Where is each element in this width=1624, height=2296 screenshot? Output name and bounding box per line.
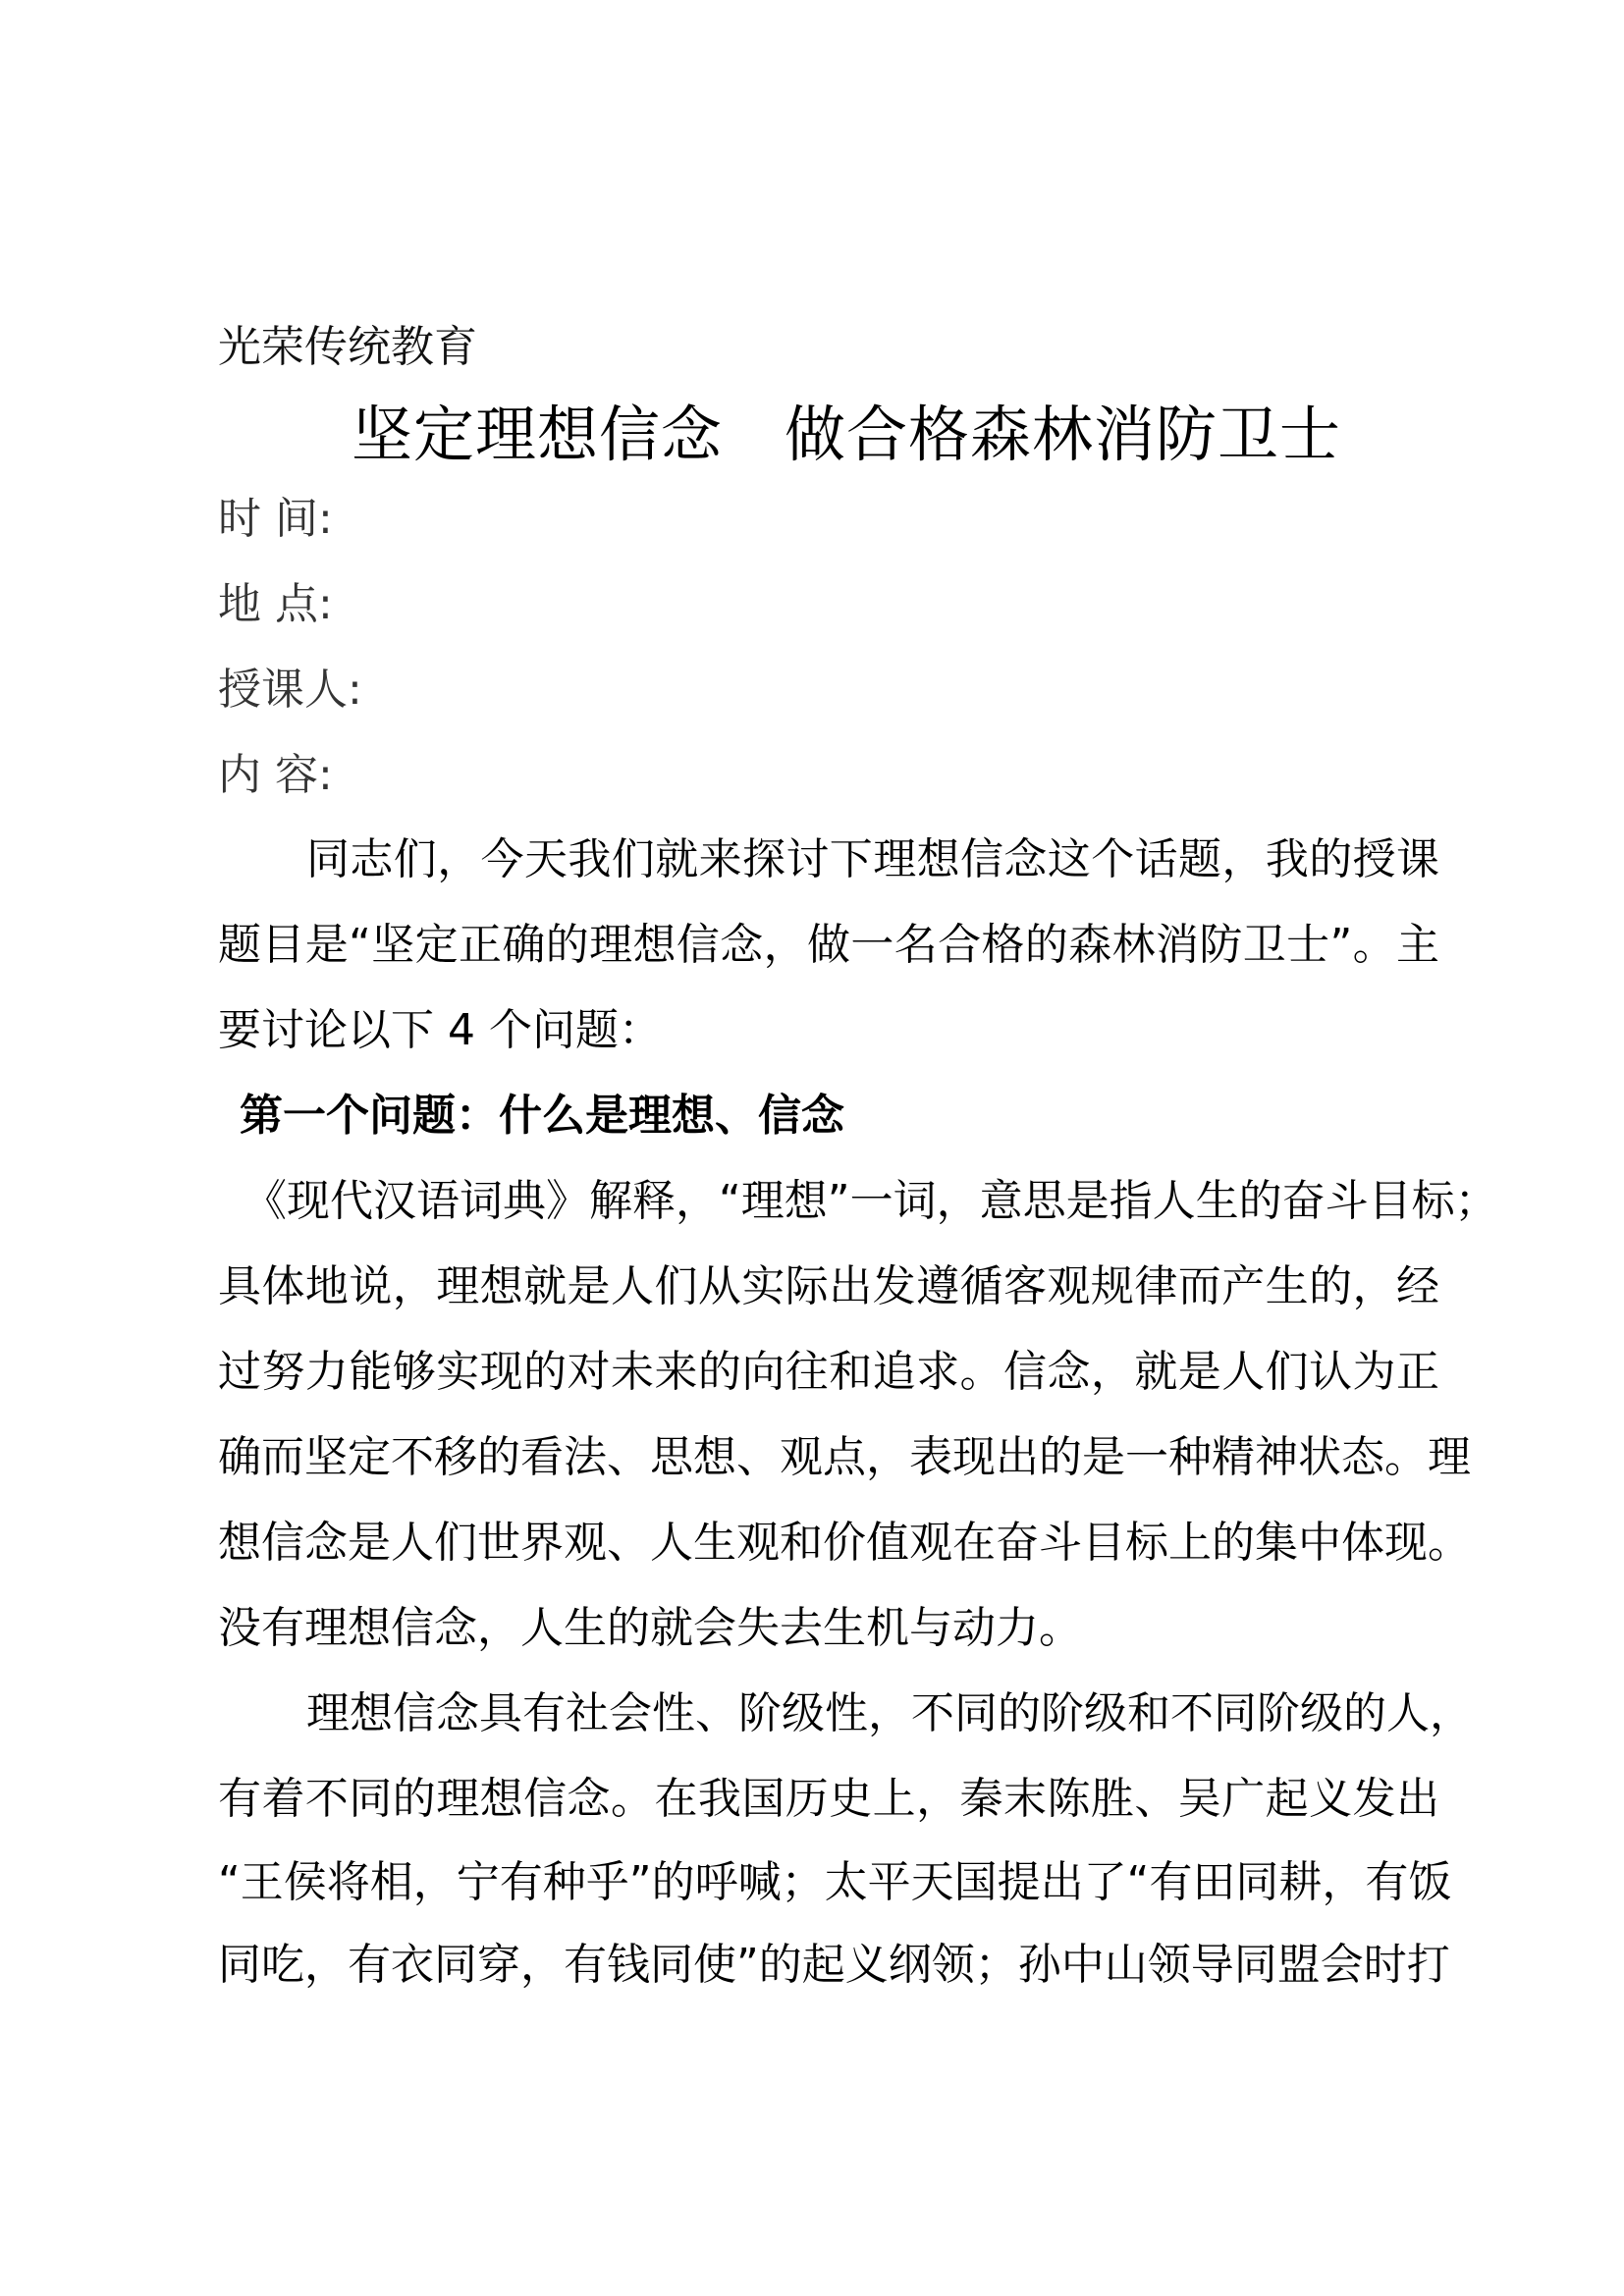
document-kicker: 光荣传统教育 — [218, 322, 477, 372]
meta-time-label: 时 间: — [218, 494, 333, 544]
intro-line: 题目是“坚定正确的理想信念，做一名合格的森林消防卫士”。主 — [218, 920, 1439, 970]
paragraph-line: 有着不同的理想信念。在我国历史上，秦末陈胜、吴广起义发出 — [218, 1774, 1439, 1824]
paragraph-line: 具体地说，理想就是人们从实际出发遵循客观规律而产生的，经 — [218, 1261, 1439, 1311]
document-title: 坚定理想信念 做合格森林消防卫士 — [352, 399, 1342, 470]
meta-content-label: 内 容: — [218, 750, 333, 800]
meta-instructor-label: 授课人: — [218, 665, 362, 715]
paragraph-line: 同吃，有衣同穿，有钱同使”的起义纲领；孙中山领导同盟会时打 — [218, 1940, 1450, 1990]
paragraph-line: 理想信念具有社会性、阶级性，不同的阶级和不同阶级的人， — [306, 1688, 1473, 1738]
intro-line: 要讨论以下 4 个问题： — [218, 1005, 662, 1055]
paragraph-line: 《现代汉语词典》解释，“理想”一词，意思是指人生的奋斗目标； — [244, 1176, 1498, 1226]
intro-line: 同志们，今天我们就来探讨下理想信念这个话题，我的授课 — [306, 834, 1439, 884]
paragraph-line: 想信念是人们世界观、人生观和价值观在奋斗目标上的集中体现。 — [218, 1518, 1471, 1568]
paragraph-line: 没有理想信念，人生的就会失去生机与动力。 — [218, 1603, 1082, 1653]
section-heading: 第一个问题：什么是理想、信念 — [240, 1091, 844, 1141]
paragraph-line: 确而坚定不移的看法、思想、观点，表现出的是一种精神状态。理 — [218, 1432, 1471, 1482]
meta-location-label: 地 点: — [218, 579, 333, 629]
paragraph-line: “王侯将相，宁有种乎”的呼喊；太平天国提出了“有田同耕，有饭 — [218, 1857, 1452, 1907]
paragraph-line: 过努力能够实现的对未来的向往和追求。信念，就是人们认为正 — [218, 1347, 1439, 1397]
